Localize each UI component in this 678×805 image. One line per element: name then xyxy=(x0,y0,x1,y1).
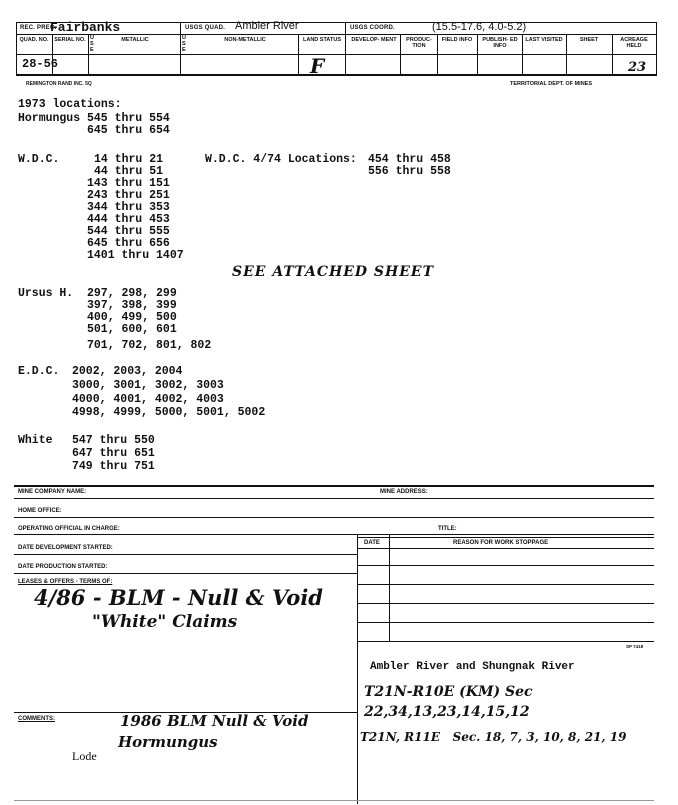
title-label: TITLE: xyxy=(438,526,457,532)
wdc-line: 645 thru 656 xyxy=(87,237,170,250)
edc-line: 4998, 4999, 5000, 5001, 5002 xyxy=(72,406,266,419)
wdc-extra-line: 556 thru 558 xyxy=(368,165,451,178)
department-footer: TERRITORIAL DEPT. OF MINES xyxy=(510,81,592,87)
sheet-label: SHEET xyxy=(579,37,599,43)
mine-address-label: MINE ADDRESS: xyxy=(380,489,428,495)
land-status-label: LAND STATUS xyxy=(303,37,341,43)
operating-official-label: OPERATING OFFICIAL IN CHARGE: xyxy=(18,526,120,532)
land-status-mark: F xyxy=(310,54,325,78)
home-office-label: HOME OFFICE: xyxy=(18,508,62,514)
quad-no-value: 28-56 xyxy=(22,57,59,71)
reason-column-header: REASON FOR WORK STOPPAGE xyxy=(453,540,549,546)
use-label: U S E xyxy=(182,35,186,53)
white-line: 547 thru 550 xyxy=(72,434,155,447)
white-line: 749 thru 751 xyxy=(72,460,155,473)
ursus-line: 397, 398, 399 xyxy=(87,299,177,312)
group-name-edc: E.D.C. xyxy=(18,365,60,378)
group-name-ursus: Ursus H. xyxy=(18,287,74,300)
date-development-label: DATE DEVELOPMENT STARTED: xyxy=(18,545,113,551)
edc-line: 2002, 2003, 2004 xyxy=(72,365,183,378)
wdc-line: 44 thru 51 xyxy=(94,165,164,178)
wdc-line: 143 thru 151 xyxy=(87,177,170,190)
ursus-line: 400, 499, 500 xyxy=(87,311,177,324)
river-line: Ambler River and Shungnak River xyxy=(370,661,575,673)
wdc-line: 344 thru 353 xyxy=(87,201,170,214)
date-production-label: DATE PRODUCTION STARTED: xyxy=(18,564,108,570)
lode-text: Lode xyxy=(72,749,97,763)
leases-label: LEASES & OFFERS - TERMS OF: xyxy=(18,579,113,585)
development-label: DEVELOP- MENT xyxy=(351,37,397,43)
rec-label: REC. PREC. xyxy=(20,25,57,31)
group-name-wdc: W.D.C. xyxy=(18,153,60,166)
acreage-label: ACREAGE HELD xyxy=(620,37,648,49)
last-visited-label: LAST VISITED xyxy=(525,37,563,43)
u-label: U S E xyxy=(90,35,94,53)
printer-footer: REMINGTON RAND INC. 5Q xyxy=(26,81,92,87)
non-metallic-label: NON-METALLIC xyxy=(224,37,266,43)
wdc-line: 243 thru 251 xyxy=(87,189,170,202)
ursus-line: 501, 600, 601 xyxy=(87,323,177,336)
white-line: 647 thru 651 xyxy=(72,447,155,460)
usgs-quad-value: Ambler River xyxy=(235,20,299,32)
quad-no-label: QUAD. NO. xyxy=(19,37,49,43)
township-line-1: T21N-R10E (KM) Sec 22,34,13,23,14,15,12 xyxy=(364,684,533,720)
ursus-line: 297, 298, 299 xyxy=(87,287,177,300)
comments-note-hormungus: Hormungus xyxy=(118,733,218,751)
group-name-white: White xyxy=(18,434,53,447)
serial-no-label: SERIAL NO. xyxy=(54,37,86,43)
published-info-label: PUBLISH- ED INFO xyxy=(482,37,518,49)
leases-note-white-claims: "White" Claims xyxy=(92,612,238,632)
edc-line: 3000, 3001, 3002, 3003 xyxy=(72,379,224,392)
rec-value: Fairbanks xyxy=(50,20,121,35)
leases-note-void: 4/86 - BLM - Null & Void xyxy=(34,585,323,610)
wdc-extra-label: W.D.C. 4/74 Locations: xyxy=(205,153,357,166)
ursus-line: 701, 702, 801, 802 xyxy=(87,339,212,352)
usgs-quad-label: USGS QUAD. xyxy=(185,25,226,31)
comments-note-null-void: 1986 BLM Null & Void xyxy=(120,712,309,730)
see-attached-note: SEE ATTACHED SHEET xyxy=(232,264,435,280)
hormungus-line: 645 thru 654 xyxy=(87,124,170,137)
wdc-line: 444 thru 453 xyxy=(87,213,170,226)
usgs-coord-value: (15.5-17.6, 4.0-5.2) xyxy=(432,21,527,33)
edc-line: 4000, 4001, 4002, 4003 xyxy=(72,393,224,406)
township-line-2: T21N, R11E Sec. 18, 7, 3, 10, 8, 21, 19 xyxy=(360,730,627,744)
field-info-label: FIELD INFO xyxy=(441,37,473,43)
wdc-extra-line: 454 thru 458 xyxy=(368,153,451,166)
production-label: PRODUC- TION xyxy=(406,37,432,49)
metallic-label: METALLIC xyxy=(121,37,149,43)
mine-company-label: MINE COMPANY NAME: xyxy=(18,489,87,495)
wdc-line: 14 thru 21 xyxy=(94,153,164,166)
form-number: SP 7418 xyxy=(626,644,644,649)
wdc-line: 544 thru 555 xyxy=(87,225,170,238)
locations-heading: 1973 locations: xyxy=(18,98,122,111)
hormungus-line: 545 thru 554 xyxy=(87,112,170,125)
date-column-header: DATE xyxy=(364,540,380,546)
page-mark: 23 xyxy=(628,60,647,75)
usgs-coord-label: USGS COORD. xyxy=(350,25,395,31)
group-name-hormungus: Hormungus xyxy=(18,112,81,125)
wdc-line: 1401 thru 1407 xyxy=(87,249,184,262)
comments-label: COMMENTS: xyxy=(18,716,55,722)
